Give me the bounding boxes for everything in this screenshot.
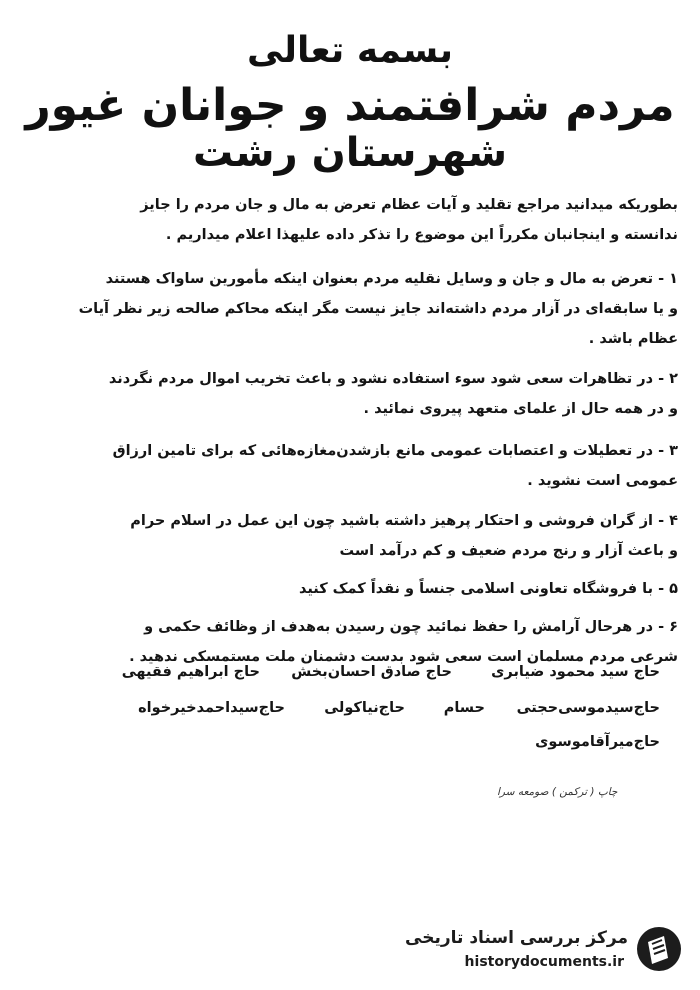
body-line: ندانسته و اینجانبان مکرراً این موضوع را تذکر داده علیهذا اعلام میداریم . <box>165 227 678 243</box>
archive-logo-icon <box>634 924 684 974</box>
body-line: ۶ - در هرحال آرامش را حفظ نمائید چون رسیدن به‌هدف از وظائف حکمی و <box>144 619 678 635</box>
body-line: و یا سابقه‌ای در آزار مردم داشته‌اند جایز نیست مگر اینکه محاکم صالحه زیر نظر آیات <box>78 301 678 317</box>
signature: حسام <box>443 700 485 716</box>
print-credit: چاپ ( ترکمن ) صومعه سرا <box>497 786 618 798</box>
signature: حاج سید محمود ضیابری <box>491 664 660 680</box>
body-line: و باعث آزار و رنج مردم ضعیف و کم درآمد است <box>339 543 678 559</box>
body-line: ۲ - در تظاهرات سعی شود سوء استفاده نشود و باعث تخریب اموال مردم نگردند <box>108 371 678 387</box>
body-line: ۱ - تعرض به مال و جان و وسایل نقلیه مردم بعنوان اینکه مأمورین ساواک هستند <box>105 271 678 287</box>
signature: حاج‌میرآقاموسوی <box>535 734 660 750</box>
signature: حاج ابراهیم فقیهی <box>121 664 260 680</box>
signature: حاج‌سیدموسی‌حجتی <box>516 700 660 716</box>
body-line: عظام باشد . <box>588 331 678 347</box>
archive-watermark <box>400 918 690 980</box>
body-line: ۳ - در تعطیلات و اعتصابات عمومی مانع بازشدن‌مغازه‌هائی که برای تامین ارزاق <box>112 443 678 459</box>
heading-bismillah: بسمه تعالی <box>247 30 453 71</box>
body-line: ۵ - با فروشگاه تعاونی اسلامی جنساً و نقداً کمک کنید <box>298 581 678 597</box>
watermark-title: مرکز بررسی اسناد تاریخی <box>405 928 628 948</box>
body-text <box>28 190 678 672</box>
signature: حاج‌سیداحمدخیرخواه <box>138 700 285 716</box>
heading-addressee: مردم شرافتمند و جوانان غیور <box>25 80 675 131</box>
body-line: شرعی مردم مسلمان است سعی شود بدست دشمنان ملت مستمسکی ندهید . <box>129 649 678 665</box>
body-line: و در همه حال از علمای متعهد پیروی نمائید . <box>363 401 678 417</box>
body-line: بطوریکه میدانید مراجع تقلید و آیات عظام تعرض به مال و جان مردم را جایز <box>140 197 678 213</box>
heading-city: شهرستان رشت <box>192 130 508 176</box>
signature: حاج صادق احسان‌بخش <box>291 664 452 680</box>
signature: حاج‌نیاکولی <box>324 700 405 716</box>
body-line: ۴ - از گران فروشی و احتکار پرهیز داشته باشید چون این عمل در اسلام حرام <box>130 513 678 529</box>
body-line: عمومی است نشوید . <box>527 473 678 489</box>
watermark-url: historydocuments.ir <box>464 954 624 970</box>
